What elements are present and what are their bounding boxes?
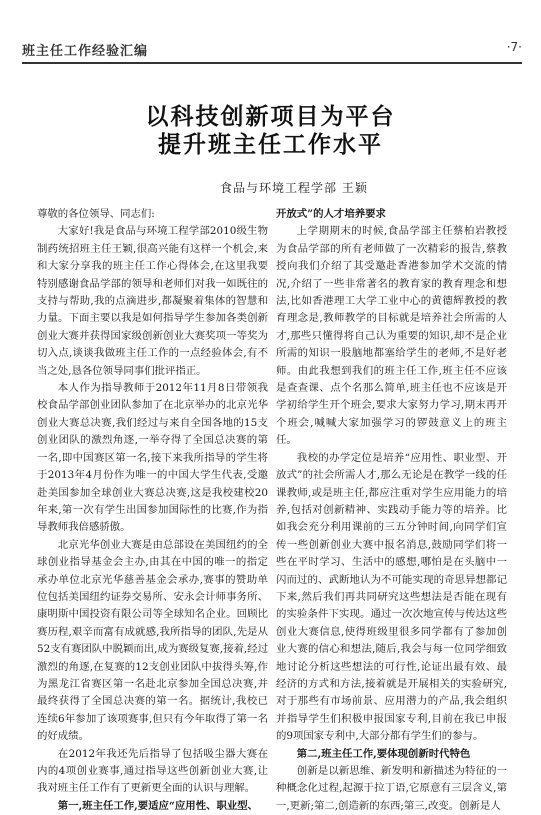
header-rule	[22, 62, 522, 64]
section-heading-1-continued: 开放式”的人才培养要求	[276, 208, 386, 220]
running-header	[22, 36, 522, 62]
paragraph: 我校的办学定位是培养“应用性、职业型、开放式”的社会所需人才,那么无论是在教学一线的任课教师,或是班主任,都应注重对学生应用能力的培养,包括对创新精神、实践动手能力等的培养。比如我会充分利用课前的三五分钟时间,向同学们宣传一些创新创业大赛中报名消息,鼓励同学们将一些在平时学习、生活中的感想,哪怕是在头脑中一闪而过的、武断地认为不可能实现的奇思异想都记下来,然后我们再共同研究这些想法是否能在现有的实验条件下实现。通过一次次地宣传与传达这些创业大赛信息,使得班级里很多同学都有了参加创业大赛的信心和想法,随后,我会与每一位同学细致地讨论分析这些想法的可行性,论证出最有效、最经济的方式和方法,接着就是开展相关的实验研究,对于那些有市场前景、应用潜力的产品,我会组织并指导学生们积极申报国家专利,目前在我已申报的9项国家专利中,大部分都有学生们的参与。	[276, 451, 507, 743]
article-author: 食品与环境工程学部 王颖	[220, 181, 368, 195]
paragraph: 在2012年我还先后指导了包括吸尘器大赛在内的4项创业赛事,通过指导这些创新创业大赛,让我对班主任工作有了更新更全面的认识与理解。	[37, 747, 268, 795]
section-heading-1: 第一,班主任工作,要适应“应用性、职业型、	[57, 799, 259, 812]
article-title-line-1: 以科技创新项目为平台	[145, 103, 396, 130]
paragraph: 上学期期末的时候,食品学部主任蔡柏岩教授为食品学部的所有老师做了一次精彩的报告,蔡教授向我们介绍了其受邀赴香港参加学术交流的情况,介绍了一些非常著名的教育家的教育理念和想法,比如香港理工大学工业中心的黄德辉教授的教育理念是,教师教学的目标就是培养社会所需的人才,那些只懂得将自己认为重要的知识,却不是企业所需的知识一股脑地都塞给学生的老师,不是好老师。由此我想到我们的班主任工作,班主任不应该是查查课、点个名那么简单,班主任也不应该是开学初给学生开个班会,要求大家努力学习,期末再开个班会,喊喊大家加强学习的锣鼓意义上的班主任。	[276, 225, 507, 447]
section-heading-2: 第二,班主任工作,要体现创新时代特色	[296, 747, 471, 760]
paragraph: 本人作为指导教师于2012年11月8日带领我校食品学部创业团队参加了在北京举办的北京光华创业大赛总决赛,我们经过与来自全国各地的15支创业团队的激烈角逐,一举夺得了全国总决赛的第一名,即中国赛区第一名,接下来我所指导的学生将于2013年4月份作为唯一的中国大学生代表,受邀赴美国参加全球创业大赛总决赛,这是我校建校20年来,第一次有学生出国参加国际性的比赛,作为指导教师我倍感骄傲。	[37, 382, 268, 534]
paragraph: 创新是以新思维、新发明和新描述为特征的一种概念化过程,起源于拉丁语,它原意有三层含义,第一,更新;第二,创造新的东西;第三,改变。创新是人	[276, 765, 507, 812]
page-number: ·7·	[506, 40, 522, 54]
paragraph: 大家好!我是食品与环境工程学部2010级生物制药统招班主任王颖,很高兴能有这样一个机会,来和大家分享我的班主任工作心得体会,在这里我要特别感谢食品学部的领导和老师们对我一如既往的支持与帮助,我的点滴进步,都凝聚着集体的智慧和力量。下面主要以我是如何指导学生参加各类创新创业大赛并获得国家级创新创业大赛奖项一等奖为切入点,谈谈我做班主任工作的一点经验体会,有不当之处,恳各位领导同事们批评指正。	[37, 225, 268, 377]
right-column	[276, 206, 507, 815]
article-title-line-2: 提升班主任工作水平	[158, 131, 383, 158]
left-column	[37, 206, 268, 815]
running-header-title: 班主任工作经验汇编	[22, 44, 149, 59]
salutation: 尊敬的各位领导、同志们:	[37, 208, 155, 220]
paragraph: 北京光华创业大赛是由总部设在美国纽约的全球创业指导基金会主办,由其在中国的唯一的指定承办单位北京光华慈善基金会承办,赛事的赞助单位包括美国纽约证券交易所、安永会计师事务所、康明斯中国投资有限公司等全球知名企业。回顾比赛历程,艰辛而富有成就感,我所指导的团队,先是从52支有赛团队中脱颖而出,成为赛级复赛,接着,经过激烈的角逐,在复赛的12支创业团队中拔得头筹,作为黑龙江省赛区第一名赴北京参加全国总决赛,并最终获得了全国总决赛的第一名。据统计,我校已连续6年参加了该项赛事,但只有今年取得了第一名的好成绩。	[37, 538, 268, 743]
